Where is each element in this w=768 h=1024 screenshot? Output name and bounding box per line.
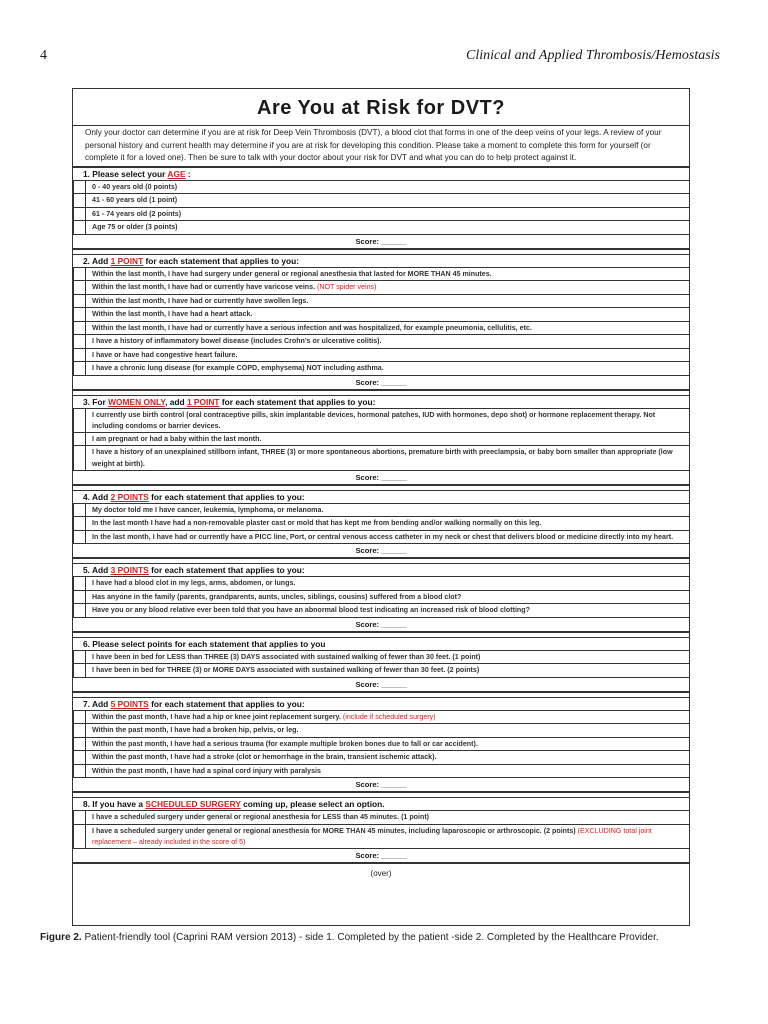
checkbox[interactable] [73,409,86,432]
form-item-label: 0 - 40 years old (0 points) [92,182,178,191]
form-item-text [86,268,689,281]
section-score[interactable]: Score: ______ [73,375,689,389]
form-item-note: (EXCLUDING total joint replacement – already included in the score of 5) [92,826,652,847]
section-heading [73,797,689,810]
form-item-label: In the last month I have had a non-removable plaster cast or mold that has kept me from bending and/or walking normally on this leg. [92,519,542,528]
checkbox[interactable] [73,295,86,308]
section-heading [73,254,689,267]
checkbox[interactable] [73,181,86,194]
form-item-label: I have a scheduled surgery under general or regional anesthesia for MORE THAN 45 minutes, including laparoscopic or arthroscopic. (2 points) [92,826,578,835]
checkbox[interactable] [73,221,86,234]
form-item-text [86,335,689,348]
form-item-label: In the last month, I have had or currently have a PICC line, Port, or central venous access catheter in my neck or chest that delivers blood or medicine directly into my heart. [92,532,674,541]
section-heading-text: 3. For [83,396,109,407]
section-heading-text: for each statement that applies to you: [148,698,305,709]
form-item-text [86,711,689,724]
checkbox[interactable] [73,711,86,724]
checkbox[interactable] [73,208,86,221]
form-item-label: Within the last month, I have had or currently have varicose veins. [92,283,318,291]
form-item-text [86,446,689,469]
section-heading-text: coming up, please select an option. [240,799,385,810]
form-item-label: Within the past month, I have had a spinal cord injury with paralysis [92,766,321,775]
form-item-text [86,194,689,207]
section-score[interactable]: Score: ______ [73,677,689,691]
form-item [73,294,689,308]
checkbox[interactable] [73,504,86,517]
section-heading [73,697,689,710]
section-heading-highlight: 3 POINTS [110,565,149,576]
form-item [73,737,689,751]
section-heading-highlight: AGE [167,168,186,179]
checkbox[interactable] [73,322,86,335]
form-sections [73,167,689,864]
checkbox[interactable] [73,738,86,751]
section-heading-highlight: WOMEN ONLY [108,396,166,407]
checkbox[interactable] [73,825,86,848]
form-section [73,395,689,485]
section-score[interactable]: Score: ______ [73,777,689,791]
form-item-text [86,577,689,590]
dvt-risk-form [72,88,690,926]
section-score[interactable]: Score: ______ [73,470,689,484]
section-heading-highlight: 2 POINTS [110,491,149,502]
checkbox[interactable] [73,604,86,617]
form-item-text [86,825,689,848]
checkbox[interactable] [73,362,86,375]
form-item [73,307,689,321]
form-item [73,750,689,764]
form-item [73,321,689,335]
section-heading-text: 4. Add [83,491,111,502]
form-item [73,445,689,469]
form-item-label: My doctor told me I have cancer, leukemia, lymphoma, or melanoma. [92,505,324,514]
form-item-label: Within the last month, I have had surgery under general or regional anesthesia that lasted for MORE THAN 45 minutes. [92,269,492,278]
section-heading [73,563,689,576]
form-intro: Only your doctor can determine if you are at risk for Deep Vein Thrombosis (DVT), a blood clot that forms in one of the deep veins of your legs. A review of your personal history and current health may determine if you are at risk for developing this condition. Please take a moment to complete this form for yourself (or complete it for a loved one). Then be sure to talk with your doctor about your risk for DVT and what you can do to help protect against it. [73,125,689,167]
form-item-label: Has anyone in the family (parents, grandparents, aunts, uncles, siblings, cousins) suffered from a blood clot? [92,592,462,601]
form-item-label: I have a chronic lung disease (for example COPD, emphysema) NOT including asthma. [92,364,384,372]
form-item-text [86,751,689,764]
form-item [73,590,689,604]
section-heading-text: for each statement that applies to you: [148,565,305,576]
checkbox[interactable] [73,811,86,824]
form-item [73,810,689,824]
form-item [73,432,689,446]
form-item-text [86,531,689,544]
form-item-text [86,308,689,321]
form-section [73,697,689,793]
over-label: (over) [73,863,689,884]
checkbox[interactable] [73,335,86,348]
form-item [73,576,689,590]
form-section [73,490,689,559]
form-item [73,361,689,375]
figure-caption-text: Patient-friendly tool (Caprini RAM version 2013) - side 1. Completed by the patient -side 2. Completed by the Healthcare Provider. [81,932,659,943]
form-item-label: Within the last month, I have had or currently have swollen legs. [92,296,309,305]
form-item-text [86,765,689,778]
form-item [73,723,689,737]
section-score[interactable]: Score: ______ [73,543,689,557]
form-item [73,663,689,677]
form-item-label: I have been in bed for THREE (3) or MORE DAYS associated with sustained walking of fewer than 30 feet. (2 points) [92,666,480,675]
checkbox[interactable] [73,591,86,604]
form-item-text [86,504,689,517]
form-item-text [86,664,689,677]
form-item-note: (NOT spider veins) [317,283,377,291]
form-item-text [86,724,689,737]
form-item [73,603,689,617]
form-item-text [86,433,689,446]
checkbox[interactable] [73,433,86,446]
checkbox[interactable] [73,724,86,737]
form-item-label: 41 - 60 years old (1 point) [92,196,178,204]
form-item-label: I have had a blood clot in my legs, arms, abdomen, or lungs. [92,579,296,588]
form-item-label: I currently use birth control (oral contraceptive pills, skin implantable devices, hormonal patches, IUD with hormones, depo shot) or hormone replacement therapy. Not including condoms or barrier devices. [92,410,656,430]
form-item [73,408,689,432]
form-item-text [86,362,689,375]
checkbox[interactable] [73,664,86,677]
checkbox[interactable] [73,446,86,469]
form-item [73,516,689,530]
form-item [73,503,689,517]
form-item [73,764,689,778]
form-section [73,797,689,863]
journal-title: Clinical and Applied Thrombosis/Hemostasis [466,48,720,63]
form-item-text [86,409,689,432]
form-item-text [86,811,689,824]
form-item-text [86,651,689,664]
form-item-text [86,281,689,294]
checkbox[interactable] [73,531,86,544]
section-heading-text: , add [165,396,187,407]
section-score[interactable]: Score: ______ [73,617,689,631]
form-item-label: Within the past month, I have had a serious trauma (for example multiple broken bones due to fall or car accident). [92,739,478,748]
form-item-label: Have you or any blood relative ever been told that you have an abnormal blood test indicating an increased risk of blood clotting? [92,606,530,615]
form-item [73,220,689,234]
form-item-text [86,604,689,617]
form-item-label: Within the last month, I have had a heart attack. [92,310,253,318]
form-item-label: 61 - 74 years old (2 points) [92,209,182,218]
form-item [73,824,689,848]
form-item [73,530,689,544]
form-item-text [86,295,689,308]
checkbox[interactable] [73,194,86,207]
form-item [73,207,689,221]
checkbox[interactable] [73,751,86,764]
form-item [73,348,689,362]
section-heading-text: for each statement that applies to you: [219,396,376,407]
form-item-text [86,208,689,221]
form-item-label: Within the past month, I have had a hip or knee joint replacement surgery. [92,712,343,721]
checkbox[interactable] [73,268,86,281]
form-title: Are You at Risk for DVT? [257,97,505,119]
figure-label: Figure 2. [40,932,82,943]
form-item-label: I have or have had congestive heart failure. [92,350,238,359]
section-score[interactable]: Score: ______ [73,848,689,862]
checkbox[interactable] [73,308,86,321]
form-item-label: Age 75 or older (3 points) [92,223,178,231]
section-heading-text: 6. Please select points for each statement that applies to you [83,638,326,649]
form-item-label: Within the past month, I have had a broken hip, pelvis, or leg. [92,726,299,735]
form-item [73,710,689,724]
checkbox[interactable] [73,651,86,664]
form-item-label: I am pregnant or had a baby within the last month. [92,434,262,443]
section-heading [73,395,689,408]
checkbox[interactable] [73,349,86,362]
section-heading-highlight: 1 POINT [110,255,144,266]
section-heading-text: for each statement that applies to you: [148,491,305,502]
section-heading-text: 7. Add [83,698,111,709]
section-heading [73,637,689,650]
form-item-text [86,591,689,604]
checkbox[interactable] [73,577,86,590]
form-item [73,267,689,281]
form-item-text [86,349,689,362]
section-heading-text: 5. Add [83,565,111,576]
section-heading-highlight: 1 POINT [186,396,220,407]
form-item [73,280,689,294]
form-item-text [86,738,689,751]
form-item-label: I have a history of inflammatory bowel disease (includes Crohn’s or ulcerative colitis). [92,337,382,345]
checkbox[interactable] [73,281,86,294]
form-item-label: I have a scheduled surgery under general or regional anesthesia for LESS than 45 minutes. (1 point) [92,813,430,822]
form-item-text [86,181,689,194]
section-heading-text: 1. Please select your [83,168,168,179]
form-item [73,193,689,207]
section-heading-text: for each statement that applies to you: [143,255,300,266]
figure-caption [40,932,740,943]
form-item-label: Within the past month, I have had a stroke (clot or hemorrhage in the brain, transient ischemic attack). [92,753,437,762]
section-heading-text: : [185,168,191,179]
checkbox[interactable] [73,517,86,530]
section-heading-text: 8. If you have a [83,799,146,810]
form-section [73,254,689,390]
form-section [73,563,689,632]
checkbox[interactable] [73,765,86,778]
page-number: 4 [40,48,47,63]
form-item-text [86,517,689,530]
form-item-label: I have a history of an unexplained stillborn infant, THREE (3) or more spontaneous abortions, premature birth with preeclampsia, or baby born smaller than appropriate (low weight at birth). [92,448,673,468]
form-section [73,637,689,692]
form-item [73,334,689,348]
form-item-label: Within the last month, I have had or currently have a serious infection and was hospitalized, for example pneumonia, cellulitis, etc. [92,323,532,332]
form-section [73,167,689,249]
section-heading-text: 2. Add [83,255,111,266]
form-item-text [86,322,689,335]
section-heading-highlight: SCHEDULED SURGERY [145,799,241,810]
form-item [73,180,689,194]
form-item-label: I have been in bed for LESS than THREE (3) DAYS associated with sustained walking of fewer than 30 feet. (1 point) [92,652,481,661]
form-item-text [86,221,689,234]
section-heading-highlight: 5 POINTS [110,698,149,709]
form-item-note: (include if scheduled surgery) [342,712,436,721]
section-heading [73,490,689,503]
form-item [73,650,689,664]
section-score[interactable]: Score: ______ [73,234,689,248]
section-heading [73,167,689,180]
